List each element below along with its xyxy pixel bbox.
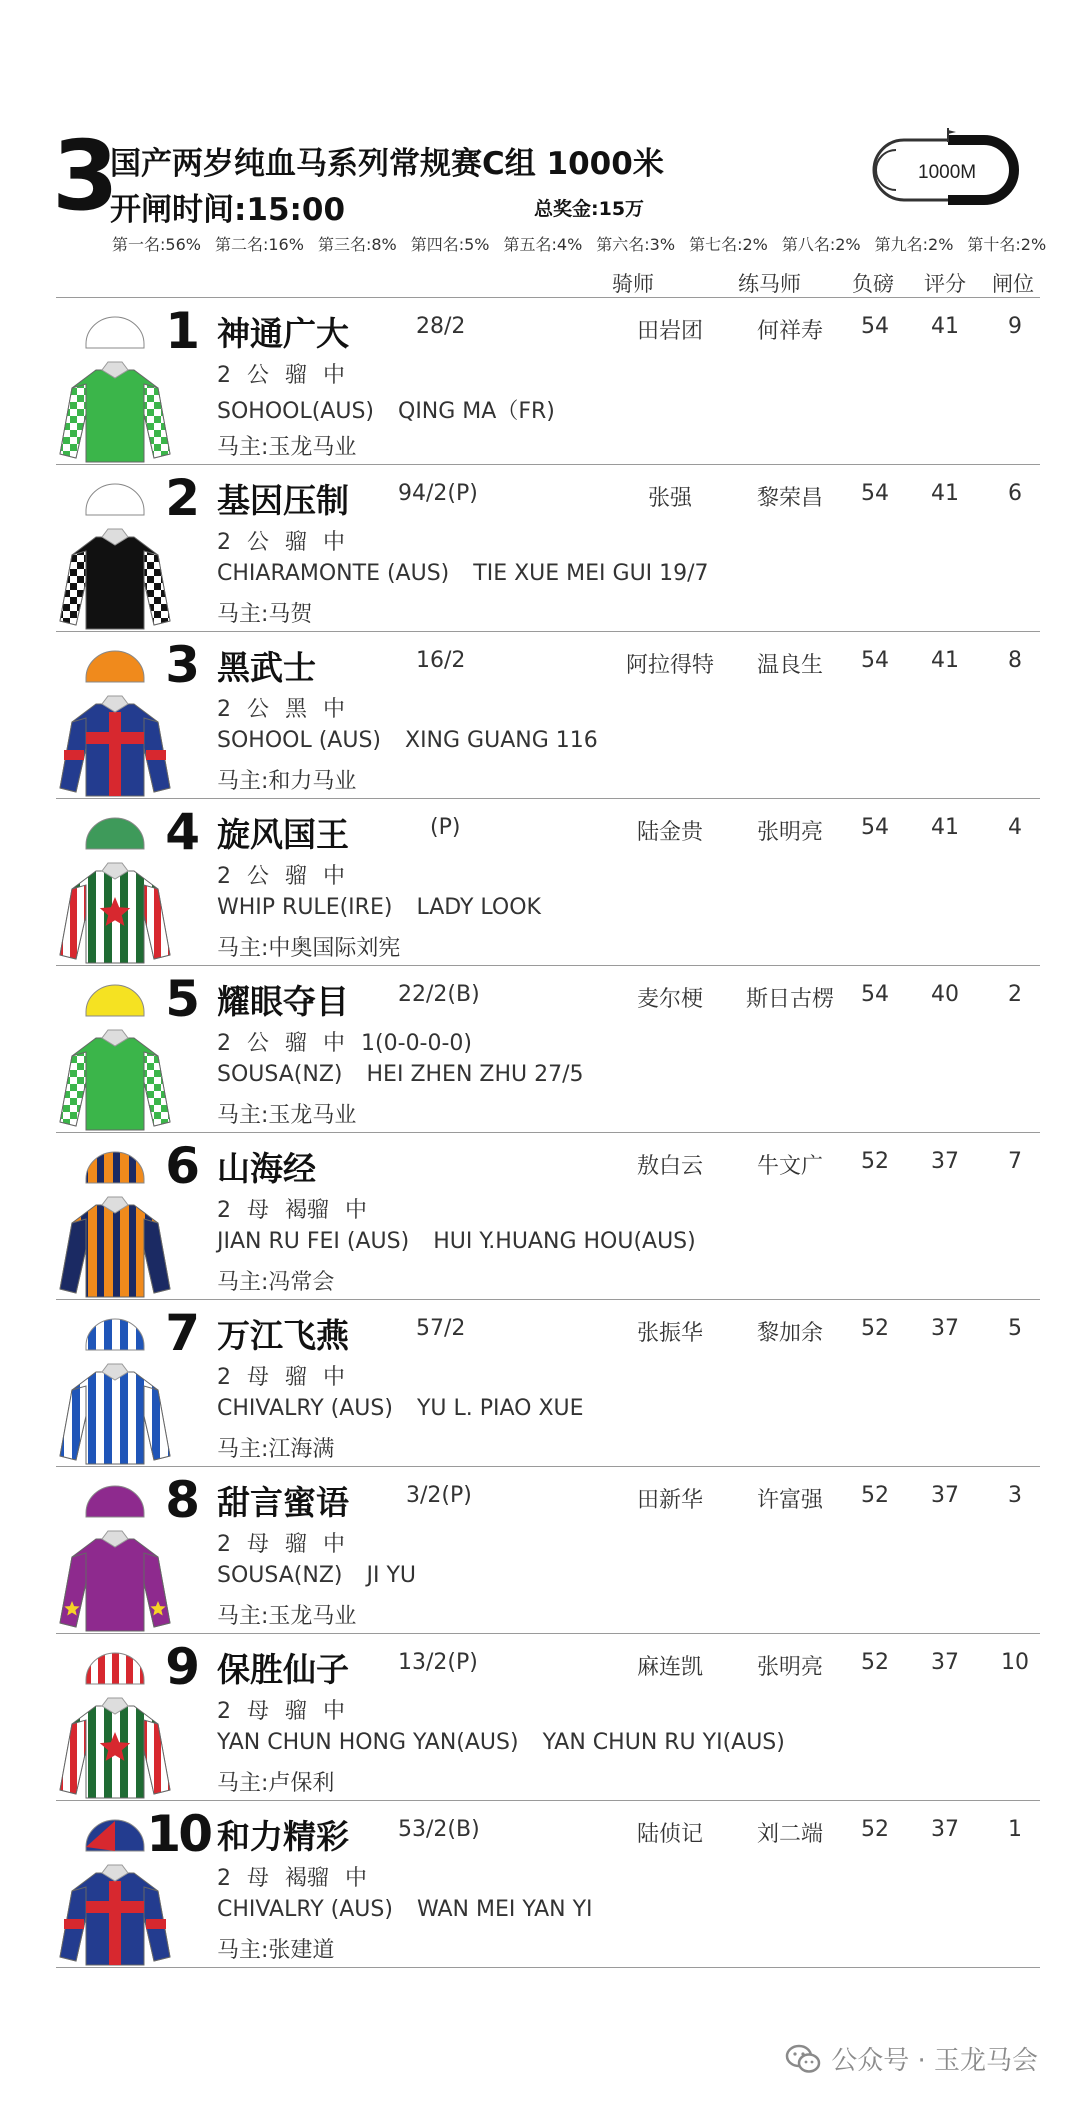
weight: 52 <box>861 1650 889 1675</box>
trainer-name: 黎加余 <box>756 1321 823 1346</box>
rating: 41 <box>931 648 959 673</box>
runner-number: 10 <box>146 1805 210 1863</box>
sire: JIAN RU FEI (AUS) <box>217 1229 410 1254</box>
origin: 中 <box>323 1365 346 1390</box>
pedigree <box>217 1062 584 1087</box>
weight: 54 <box>861 982 889 1007</box>
sex: 母 <box>247 1866 270 1891</box>
jockey-name: 张振华 <box>636 1321 703 1346</box>
draw: 9 <box>1008 314 1022 339</box>
odds: 16/2 <box>416 648 466 673</box>
pedigree <box>217 895 541 920</box>
coat-color: 骝 <box>285 864 308 889</box>
odds: 94/2(P) <box>398 481 478 506</box>
runner-row <box>0 799 1080 966</box>
dam: HUI Y.HUANG HOU(AUS) <box>433 1229 696 1254</box>
sex: 母 <box>247 1198 270 1223</box>
runner-row <box>0 1300 1080 1467</box>
rating: 37 <box>931 1316 959 1341</box>
trainer-name: 刘二端 <box>756 1822 823 1847</box>
horse-info <box>217 692 377 723</box>
owner: 马主:冯常会 <box>217 1270 335 1295</box>
dam: QING MA（FR) <box>398 399 555 424</box>
jockey-name: 张强 <box>647 486 692 511</box>
total-prize: 总奖金:15万 <box>534 198 645 220</box>
pedigree <box>217 394 555 425</box>
horse-name: 保胜仙子 <box>217 1650 349 1689</box>
trainer-name: 张明亮 <box>756 820 823 845</box>
header-weight: 负磅 <box>852 272 894 296</box>
runner-row <box>0 1133 1080 1300</box>
weight: 52 <box>861 1316 889 1341</box>
dam: LADY LOOK <box>416 895 541 920</box>
horse-info <box>217 1026 488 1057</box>
horse-name: 山海经 <box>217 1149 316 1188</box>
coat-color: 褐骝 <box>285 1198 330 1223</box>
trainer-name: 斯日古楞 <box>745 987 834 1012</box>
divider <box>56 1967 1040 1968</box>
age: 2 <box>217 1365 231 1390</box>
sex: 公 <box>247 864 270 889</box>
race-title: 国产两岁纯血马系列常规赛C组 1000米 <box>110 146 664 182</box>
weight: 52 <box>861 1149 889 1174</box>
coat-color: 骝 <box>285 1031 308 1056</box>
owner: 马主:玉龙马业 <box>217 1604 357 1629</box>
dam: HEI ZHEN ZHU 27/5 <box>366 1062 584 1087</box>
weight: 54 <box>861 815 889 840</box>
dam: WAN MEI YAN YI <box>416 1897 593 1922</box>
coat-color: 骝 <box>285 363 308 388</box>
runner-number: 1 <box>165 302 200 360</box>
origin: 中 <box>345 1198 368 1223</box>
runner-number: 7 <box>165 1304 200 1362</box>
horse-info <box>217 525 377 556</box>
prize-split-item: 第十名:2% <box>967 235 1047 254</box>
sire: SOUSA(NZ) <box>217 1563 343 1588</box>
horse-info <box>217 1527 377 1558</box>
prize-split-item: 第三名:8% <box>317 235 397 254</box>
jockey-name: 陆侦记 <box>636 1822 703 1847</box>
trainer-name: 黎荣昌 <box>756 486 823 511</box>
prize-split <box>112 232 1060 255</box>
header-trainer: 练马师 <box>738 272 801 296</box>
prize-split-item: 第二名:16% <box>214 235 304 254</box>
prize-split-item: 第六名:3% <box>596 235 676 254</box>
odds: 28/2 <box>416 314 466 339</box>
pedigree <box>217 1897 593 1922</box>
distance-badge: 1000M <box>918 162 977 183</box>
sex: 母 <box>247 1532 270 1557</box>
rating: 41 <box>931 481 959 506</box>
pedigree <box>217 1396 584 1421</box>
runner-row <box>0 1467 1080 1634</box>
runner-row <box>0 1801 1080 1968</box>
draw: 7 <box>1008 1149 1022 1174</box>
rating: 41 <box>931 314 959 339</box>
pedigree <box>217 1229 696 1254</box>
record: 1(0-0-0-0) <box>361 1031 473 1056</box>
origin: 中 <box>323 697 346 722</box>
rating: 37 <box>931 1149 959 1174</box>
header-jockey: 骑师 <box>612 272 654 296</box>
rating: 37 <box>931 1650 959 1675</box>
draw: 5 <box>1008 1316 1022 1341</box>
age: 2 <box>217 530 231 555</box>
rating: 37 <box>931 1483 959 1508</box>
age: 2 <box>217 1699 231 1724</box>
weight: 54 <box>861 481 889 506</box>
origin: 中 <box>323 1031 346 1056</box>
coat-color: 褐骝 <box>285 1866 330 1891</box>
runner-number: 9 <box>165 1638 200 1696</box>
weight: 52 <box>861 1483 889 1508</box>
horse-info <box>217 1694 377 1725</box>
odds: 57/2 <box>416 1316 466 1341</box>
jockey-name: 麻连凯 <box>636 1655 703 1680</box>
weight: 54 <box>861 648 889 673</box>
age: 2 <box>217 697 231 722</box>
age: 2 <box>217 1031 231 1056</box>
sire: CHIARAMONTE (AUS) <box>217 561 450 586</box>
horse-info <box>217 1193 399 1224</box>
weight: 54 <box>861 314 889 339</box>
origin: 中 <box>323 1699 346 1724</box>
origin: 中 <box>323 1532 346 1557</box>
origin: 中 <box>345 1866 368 1891</box>
horse-name: 万江飞燕 <box>217 1316 349 1355</box>
prize-split-item: 第七名:2% <box>689 235 768 254</box>
sire: SOUSA(NZ) <box>217 1062 343 1087</box>
odds: 13/2(P) <box>398 1650 478 1675</box>
pedigree <box>217 561 709 586</box>
draw: 4 <box>1008 815 1022 840</box>
owner: 马主:马贺 <box>217 602 313 627</box>
runner-number: 5 <box>165 970 200 1028</box>
owner: 马主:中奥国际刘宪 <box>217 936 401 961</box>
draw: 10 <box>1001 1650 1029 1675</box>
horse-name: 神通广大 <box>217 314 349 353</box>
runner-number: 2 <box>165 469 200 527</box>
sire: YAN CHUN HONG YAN(AUS) <box>217 1730 519 1755</box>
sex: 母 <box>247 1365 270 1390</box>
prize-split-item: 第一名:56% <box>112 235 201 254</box>
runner-row <box>0 632 1080 799</box>
wechat-icon <box>785 2044 821 2074</box>
horse-name: 基因压制 <box>217 481 349 520</box>
dam: JI YU <box>366 1563 417 1588</box>
prize-split-item: 第四名:5% <box>410 235 490 254</box>
horse-info <box>217 358 377 389</box>
runner-number: 3 <box>165 636 200 694</box>
trainer-name: 许富强 <box>756 1488 823 1513</box>
pedigree <box>217 1730 785 1755</box>
coat-color: 骝 <box>285 530 308 555</box>
rating: 37 <box>931 1817 959 1842</box>
owner: 马主:和力马业 <box>217 769 357 794</box>
coat-color: 骝 <box>285 1532 308 1557</box>
header-rating: 评分 <box>924 272 966 296</box>
horse-info <box>217 1861 399 1892</box>
age: 2 <box>217 864 231 889</box>
horse-name: 耀眼夺目 <box>217 982 349 1021</box>
runner-row <box>0 1634 1080 1801</box>
pedigree <box>217 1563 416 1588</box>
horse-name: 和力精彩 <box>217 1817 349 1856</box>
start-time: 开闸时间:15:00 <box>110 192 346 228</box>
sire: WHIP RULE(IRE) <box>217 895 393 920</box>
trainer-name: 何祥寿 <box>756 319 823 344</box>
jockey-name: 田岩团 <box>636 319 703 344</box>
jockey-name: 敖白云 <box>636 1154 703 1179</box>
rating: 40 <box>931 982 959 1007</box>
draw: 3 <box>1008 1483 1022 1508</box>
jockey-name: 阿拉得特 <box>625 653 714 678</box>
race-number: 3 <box>52 120 119 232</box>
sex: 公 <box>247 1031 270 1056</box>
sire: CHIVALRY (AUS) <box>217 1396 393 1421</box>
horse-name: 旋风国王 <box>217 815 349 854</box>
sire: CHIVALRY (AUS) <box>217 1897 393 1922</box>
runner-row <box>0 465 1080 632</box>
dam: TIE XUE MEI GUI 19/7 <box>473 561 709 586</box>
horse-info <box>217 859 377 890</box>
runner-number: 4 <box>165 803 200 861</box>
horse-name: 甜言蜜语 <box>217 1483 349 1522</box>
prize-split-item: 第九名:2% <box>874 235 954 254</box>
coat-color: 骝 <box>285 1699 308 1724</box>
runner-row <box>0 966 1080 1133</box>
sire: SOHOOL (AUS) <box>217 728 381 753</box>
sex: 公 <box>247 530 270 555</box>
sire: SOHOOL(AUS) <box>217 399 374 424</box>
age: 2 <box>217 1532 231 1557</box>
coat-color: 黑 <box>285 697 308 722</box>
owner: 马主:玉龙马业 <box>217 435 357 460</box>
prize-split-item: 第五名:4% <box>503 235 583 254</box>
trainer-name: 牛文广 <box>756 1154 823 1179</box>
dam: YU L. PIAO XUE <box>416 1396 584 1421</box>
age: 2 <box>217 1866 231 1891</box>
age: 2 <box>217 363 231 388</box>
rating: 41 <box>931 815 959 840</box>
owner: 马主:卢保利 <box>217 1771 335 1796</box>
draw: 8 <box>1008 648 1022 673</box>
jockey-name: 陆金贵 <box>636 820 703 845</box>
sex: 公 <box>247 697 270 722</box>
runner-row <box>0 298 1080 465</box>
draw: 6 <box>1008 481 1022 506</box>
sex: 母 <box>247 1699 270 1724</box>
owner: 马主:玉龙马业 <box>217 1103 357 1128</box>
track-distance-icon <box>856 126 1036 220</box>
trainer-name: 张明亮 <box>756 1655 823 1680</box>
draw: 1 <box>1008 1817 1022 1842</box>
jockey-name: 田新华 <box>636 1488 703 1513</box>
horse-name: 黑武士 <box>217 648 316 687</box>
trainer-name: 温良生 <box>756 653 823 678</box>
prize-split-item: 第八名:2% <box>781 235 861 254</box>
odds: 22/2(B) <box>398 982 480 1007</box>
owner: 马主:张建道 <box>217 1938 335 1963</box>
odds: (P) <box>430 815 461 840</box>
header-draw: 闸位 <box>992 272 1034 296</box>
dam: YAN CHUN RU YI(AUS) <box>542 1730 785 1755</box>
pedigree <box>217 728 598 753</box>
watermark <box>785 2040 1038 2077</box>
odds: 53/2(B) <box>398 1817 480 1842</box>
owner: 马主:江海满 <box>217 1437 335 1462</box>
weight: 52 <box>861 1817 889 1842</box>
draw: 2 <box>1008 982 1022 1007</box>
origin: 中 <box>323 363 346 388</box>
odds: 3/2(P) <box>406 1483 472 1508</box>
sex: 公 <box>247 363 270 388</box>
runner-number: 8 <box>165 1471 200 1529</box>
runner-number: 6 <box>165 1137 200 1195</box>
watermark-text: 公众号 · 玉龙马会 <box>831 2046 1038 2076</box>
coat-color: 骝 <box>285 1365 308 1390</box>
dam: XING GUANG 116 <box>405 728 598 753</box>
origin: 中 <box>323 530 346 555</box>
origin: 中 <box>323 864 346 889</box>
jockey-name: 麦尔梗 <box>636 987 703 1012</box>
age: 2 <box>217 1198 231 1223</box>
horse-info <box>217 1360 377 1391</box>
